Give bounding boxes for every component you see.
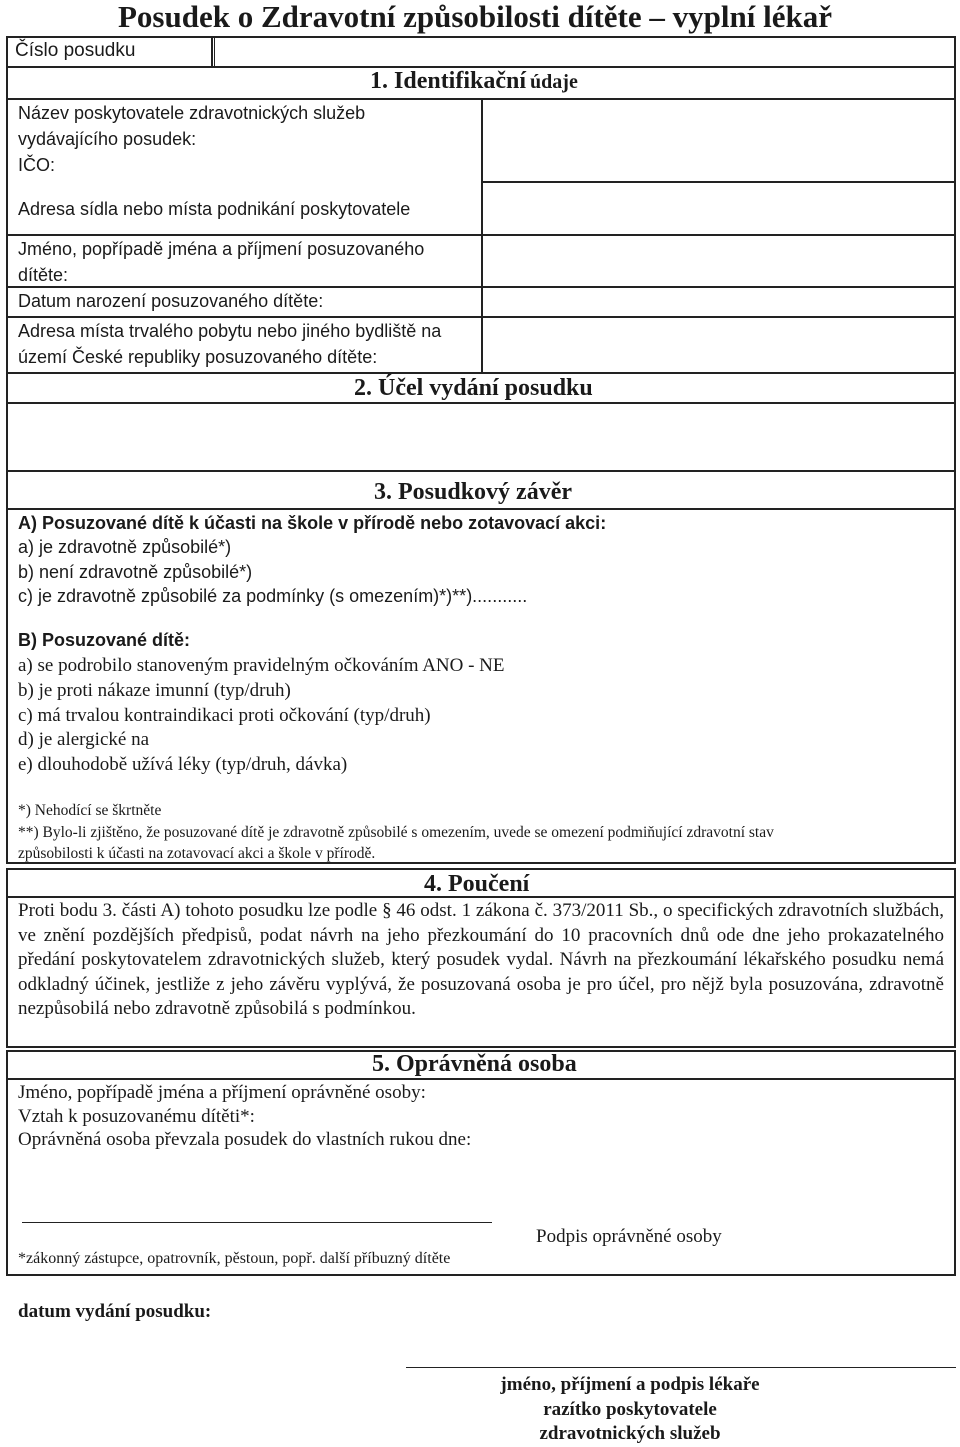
- list-item: b) není zdravotně způsobilé*): [18, 561, 253, 582]
- authorized-name-label: Jméno, popřípadě jména a příjmení oprávněné osoby:: [18, 1082, 426, 1103]
- provider-stamp-label: razítko poskytovatele: [543, 1398, 717, 1420]
- purpose-field[interactable]: [8, 404, 954, 470]
- list-item: a) je zdravotně způsobilé*): [18, 537, 232, 557]
- relationship-label: Vztah k posuzovanému dítěti*:: [18, 1105, 255, 1127]
- section3-heading: 3. Posudkový závěr: [374, 479, 572, 505]
- footnote: *) Nehodící se škrtněte: [18, 802, 162, 819]
- section5-footnote: *zákonný zástupce, opatrovník, pěstoun, popř. další příbuzný dítěte: [18, 1250, 451, 1267]
- divider: [6, 1078, 956, 1080]
- divider: [6, 470, 956, 472]
- cislo-posudku-label: Číslo posudku: [15, 40, 136, 61]
- cislo-posudku-field[interactable]: [214, 38, 955, 66]
- section3-b-list: [18, 654, 505, 778]
- section3-b-title: B) Posuzované dítě:: [18, 630, 191, 650]
- handover-date-label: Oprávněná osoba převzala posudek do vlastních rukou dne:: [18, 1129, 472, 1150]
- document-title: Posudek o Zdravotní způsobilosti dítěte – vyplní lékař: [118, 0, 832, 34]
- authorized-signature-label: Podpis oprávněné osoby: [536, 1226, 722, 1247]
- list-item: c) má trvalou kontraindikaci proti očkování (typ/druh): [18, 704, 431, 726]
- provider-name-label: Název poskytovatele zdravotnických služeb vydávajícího posudek:: [18, 103, 366, 149]
- provider-stamp-label-2: zdravotnických služeb: [539, 1423, 721, 1444]
- list-item: d) je alergické na: [18, 729, 149, 751]
- section1-heading: 1. Identifikační údaje: [370, 68, 578, 94]
- birth-date-label: Datum narození posuzovaného dítěte:: [18, 291, 324, 311]
- footnote: **) Bylo-li zjištěno, že posuzované dítě je zdravotně způsobilé s omezením, uvede se omezení podmiňující zdravotní stav: [18, 823, 774, 841]
- section5-lines: [18, 1081, 471, 1152]
- section3-notes: [18, 800, 774, 865]
- provider-name-field[interactable]: [483, 100, 954, 180]
- child-address-field[interactable]: [483, 318, 954, 370]
- child-name-label: Jméno, popřípadě jména a příjmení posuzovaného dítěte:: [18, 239, 425, 285]
- section2-heading: 2. Účel vydání posudku: [354, 375, 593, 401]
- section4-text: Proti bodu 3. části A) tohoto posudku lze podle § 46 odst. 1 zákona č. 373/2011 Sb., o specifických zdravotních službách, ve znění pozdějších předpisů, podat návrh na jeho přezkoumání do 10 pracovních dnů ode dne jeho prokazatelného předání poskytovatelem zdravotnických služeb, který posudek vydal. Návrh na přezkoumání lékařského posudku nemá odkladný účinek, jestliže z jeho závěru vyplývá, že posuzovaná osoba je pro účel, pro nějž byla posuzována, zdravotně nezpůsobilá nebo zdravotně způsobilá s podmínkou.: [18, 900, 944, 1019]
- list-item: b) je proti nákaze imunní (typ/druh): [18, 679, 291, 701]
- doctor-signature-line[interactable]: [406, 1367, 956, 1368]
- doctor-signature-label: jméno, příjmení a podpis lékaře: [500, 1374, 760, 1395]
- issue-date-label: datum vydání posudku:: [18, 1301, 212, 1322]
- list-item: c) je zdravotně způsobilé za podmínky (s omezením)*)**)...........: [18, 586, 528, 606]
- issue-date-field[interactable]: [240, 1300, 540, 1324]
- provider-address-field[interactable]: [483, 183, 954, 233]
- provider-address-label: Adresa sídla nebo místa podnikání poskytovatele: [18, 199, 411, 219]
- doctor-signature-block: [430, 1373, 830, 1447]
- list-item: e) dlouhodobě užívá léky (typ/druh, dávka): [18, 754, 348, 776]
- list-item: a) se podrobilo stanoveným pravidelným očkováním ANO - NE: [18, 655, 505, 676]
- birth-date-field[interactable]: [483, 288, 954, 314]
- signature-line[interactable]: [22, 1222, 492, 1223]
- divider: [211, 36, 213, 68]
- ico-label: IČO:: [18, 155, 56, 175]
- child-address-label: Adresa místa trvalého pobytu nebo jiného bydliště na území České republiky posuzovaného dítěte:: [18, 321, 442, 367]
- section5-heading: 5. Oprávněná osoba: [372, 1051, 577, 1077]
- section4-heading: 4. Poučení: [424, 871, 530, 897]
- footnote: způsobilosti k účasti na zotavovací akci a škole v přírodě.: [18, 845, 376, 862]
- divider: [6, 896, 956, 898]
- section3-a-list: [18, 535, 527, 609]
- section3-a-title: A) Posuzované dítě k účasti na škole v přírodě nebo zotavovací akci:: [18, 513, 607, 533]
- child-name-field[interactable]: [483, 236, 954, 284]
